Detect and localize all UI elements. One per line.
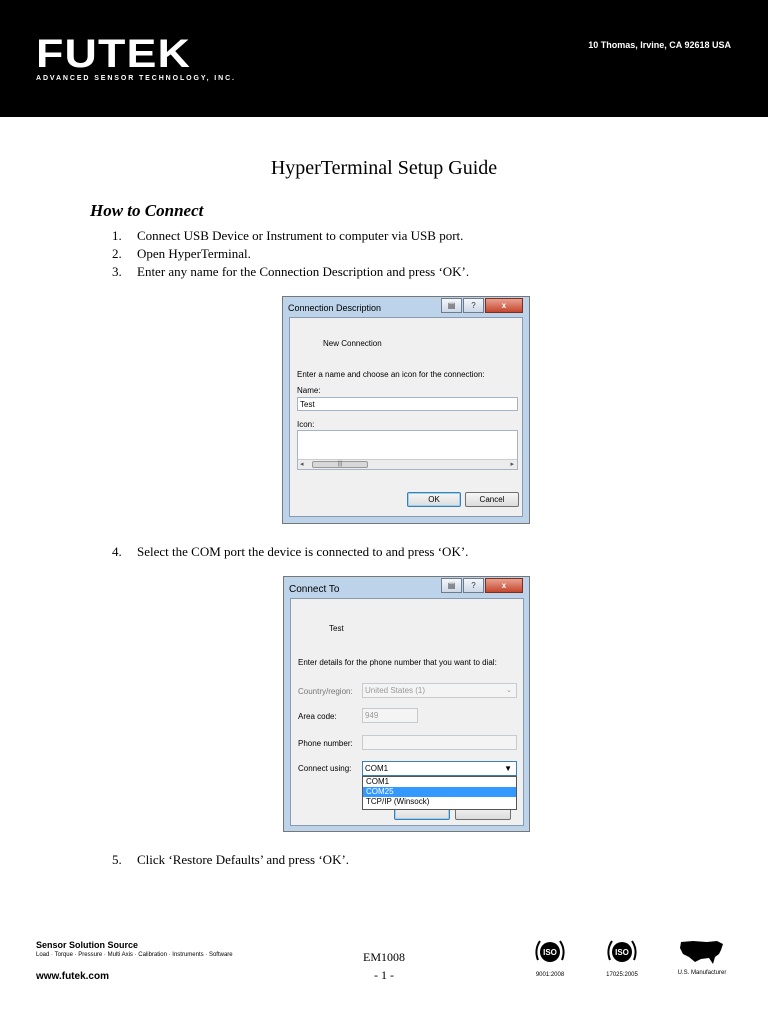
dropdown-option-selected[interactable]: COM25 <box>363 787 516 797</box>
icon-label: Icon: <box>297 420 315 429</box>
iso-seal-icon <box>604 938 640 964</box>
close-button[interactable]: x <box>485 578 523 593</box>
iso-17025-label: 17025:2005 <box>606 972 638 978</box>
document-title: HyperTerminal Setup Guide <box>270 157 498 179</box>
help-button[interactable]: ? <box>463 298 484 313</box>
scroll-left-icon[interactable]: ◂ <box>300 461 304 468</box>
iso-9001-badge <box>522 938 578 986</box>
futek-logo <box>36 32 236 82</box>
connect-to-dialog <box>283 576 530 832</box>
footer-slogan: Sensor Solution Source <box>36 940 139 950</box>
connection-name: Test <box>329 624 344 633</box>
logo-tagline: ADVANCED SENSOR TECHNOLOGY, INC. <box>36 75 236 82</box>
svg-text:ISO: ISO <box>543 948 557 957</box>
dropdown-option[interactable]: COM1 <box>366 777 390 786</box>
logo-wordmark: FUTEK <box>36 32 191 76</box>
title-bar-buttons <box>440 578 523 593</box>
iso-17025-badge <box>594 938 650 986</box>
us-manufacturer-label: U.S. Manufacturer <box>677 970 727 976</box>
step-number: 4. <box>112 544 122 559</box>
connect-using-select[interactable] <box>362 761 517 776</box>
section-heading: How to Connect <box>90 201 204 220</box>
instruction-text: Enter details for the phone number that you want to dial: <box>298 658 497 667</box>
connection-description-dialog <box>282 296 530 524</box>
chevron-down-icon: ⌄ <box>506 687 512 694</box>
step-number: 5. <box>112 852 122 867</box>
com-port-dropdown-list[interactable] <box>362 776 517 810</box>
step-text: Select the COM port the device is connected to and press ‘OK’. <box>137 544 469 559</box>
step-number: 3. <box>112 264 122 279</box>
page-number: - 1 - <box>374 968 394 982</box>
dialog-body <box>289 317 523 517</box>
icon-scrollbar[interactable] <box>298 459 517 469</box>
help-button[interactable]: ? <box>463 578 484 593</box>
dialog-title: Connection Description <box>288 303 382 313</box>
name-input[interactable]: Test <box>297 397 518 411</box>
connect-using-value: COM1 <box>365 764 389 773</box>
area-code-input[interactable]: 949 <box>362 708 418 723</box>
step-text: Click ‘Restore Defaults’ and press ‘OK’. <box>137 852 350 867</box>
phone-number-label: Phone number: <box>298 739 353 748</box>
dialog-body <box>290 598 524 826</box>
page-header <box>0 0 768 117</box>
iso-seal-icon <box>532 938 568 964</box>
title-bar-buttons <box>440 298 523 313</box>
name-label: Name: <box>297 386 321 395</box>
connect-using-label: Connect using: <box>298 764 352 773</box>
step-text: Connect USB Device or Instrument to computer via USB port. <box>137 228 464 243</box>
country-value: United States (1) <box>365 686 426 695</box>
step-text: Open HyperTerminal. <box>137 246 251 261</box>
instruction-text: Enter a name and choose an icon for the connection: <box>297 370 485 379</box>
country-label: Country/region: <box>298 687 353 696</box>
svg-text:ISO: ISO <box>615 948 629 957</box>
dropdown-option[interactable]: TCP/IP (Winsock) <box>366 797 430 806</box>
area-code-label: Area code: <box>298 712 337 721</box>
connection-header: New Connection <box>323 339 382 348</box>
context-help-icon[interactable]: ▤ <box>441 578 462 593</box>
scroll-right-icon[interactable]: ▸ <box>510 461 514 468</box>
context-help-icon[interactable]: ▤ <box>441 298 462 313</box>
footer-tagline: Load · Torque · Pressure · Multi Axis · Calibration · Instruments · Software <box>36 952 233 958</box>
company-address: 10 Thomas, Irvine, CA 92618 USA <box>588 40 731 50</box>
country-select[interactable] <box>362 683 517 698</box>
footer-website: www.futek.com <box>36 971 109 982</box>
icon-picker[interactable] <box>297 430 518 470</box>
document-number: EM1008 <box>363 950 405 964</box>
step-number: 2. <box>112 246 122 261</box>
dialog-title: Connect To <box>289 584 340 595</box>
usa-map-icon <box>679 938 725 964</box>
step-number: 1. <box>112 228 122 243</box>
ok-button[interactable]: OK <box>407 492 461 507</box>
iso-9001-label: 9001:2008 <box>535 972 565 978</box>
dropdown-arrow-icon: ▼ <box>504 764 512 773</box>
cancel-button[interactable]: Cancel <box>465 492 519 507</box>
scroll-thumb[interactable]: ||| <box>312 461 368 468</box>
close-button[interactable]: x <box>485 298 523 313</box>
step-text: Enter any name for the Connection Description and press ‘OK’. <box>137 264 470 279</box>
phone-number-input[interactable] <box>362 735 517 750</box>
us-manufacturer-badge <box>671 938 733 986</box>
